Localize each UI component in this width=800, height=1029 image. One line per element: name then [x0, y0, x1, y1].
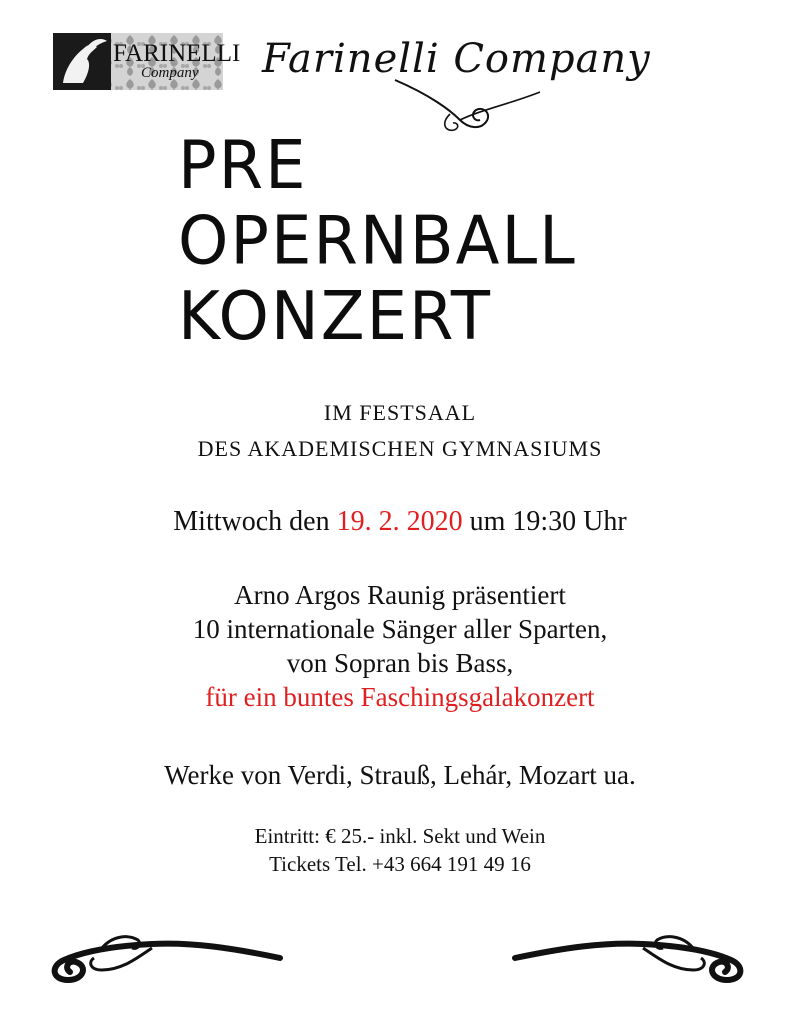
date-prefix: Mittwoch den: [173, 506, 330, 537]
left-scroll-flourish-icon: [42, 918, 282, 990]
venue-line-1: IM FESTSAAL: [323, 400, 477, 425]
event-date: 19. 2. 2020: [336, 506, 463, 537]
logo-wordmark: FARINELLI: [113, 40, 241, 67]
title-line-1: PRE: [178, 126, 308, 205]
title-line-3: KONZERT: [178, 278, 492, 356]
logo-subtitle: Company: [141, 65, 199, 81]
date-line: [0, 506, 800, 538]
presents-line-3: von Sopran bis Bass,: [286, 648, 514, 678]
title-line-2: OPERNBALL: [178, 202, 577, 281]
tickets-phone-line: Tickets Tel. +43 664 191 49 16: [269, 852, 531, 876]
presents-line-4: für ein buntes Faschingsgalakonzert: [205, 682, 595, 712]
presents-line-1: Arno Argos Raunig präsentiert: [234, 580, 566, 610]
right-scroll-flourish-icon: [513, 918, 753, 990]
concert-title: [178, 128, 577, 355]
farinelli-logo: [53, 33, 241, 90]
presents-block: [0, 578, 800, 714]
presents-line-2: 10 internationale Sänger aller Sparten,: [192, 614, 608, 644]
venue-block: [0, 395, 800, 467]
date-suffix: um 19:30 Uhr: [469, 506, 627, 537]
script-company-title: Farinelli Company: [262, 36, 651, 82]
tickets-block: [0, 822, 800, 878]
works-line: Werke von Verdi, Strauß, Lehár, Mozart ua.: [164, 760, 636, 790]
venue-line-2: DES AKADEMISCHEN GYMNASIUMS: [197, 436, 603, 461]
admission-line: Eintritt: € 25.- inkl. Sekt und Wein: [254, 824, 546, 848]
